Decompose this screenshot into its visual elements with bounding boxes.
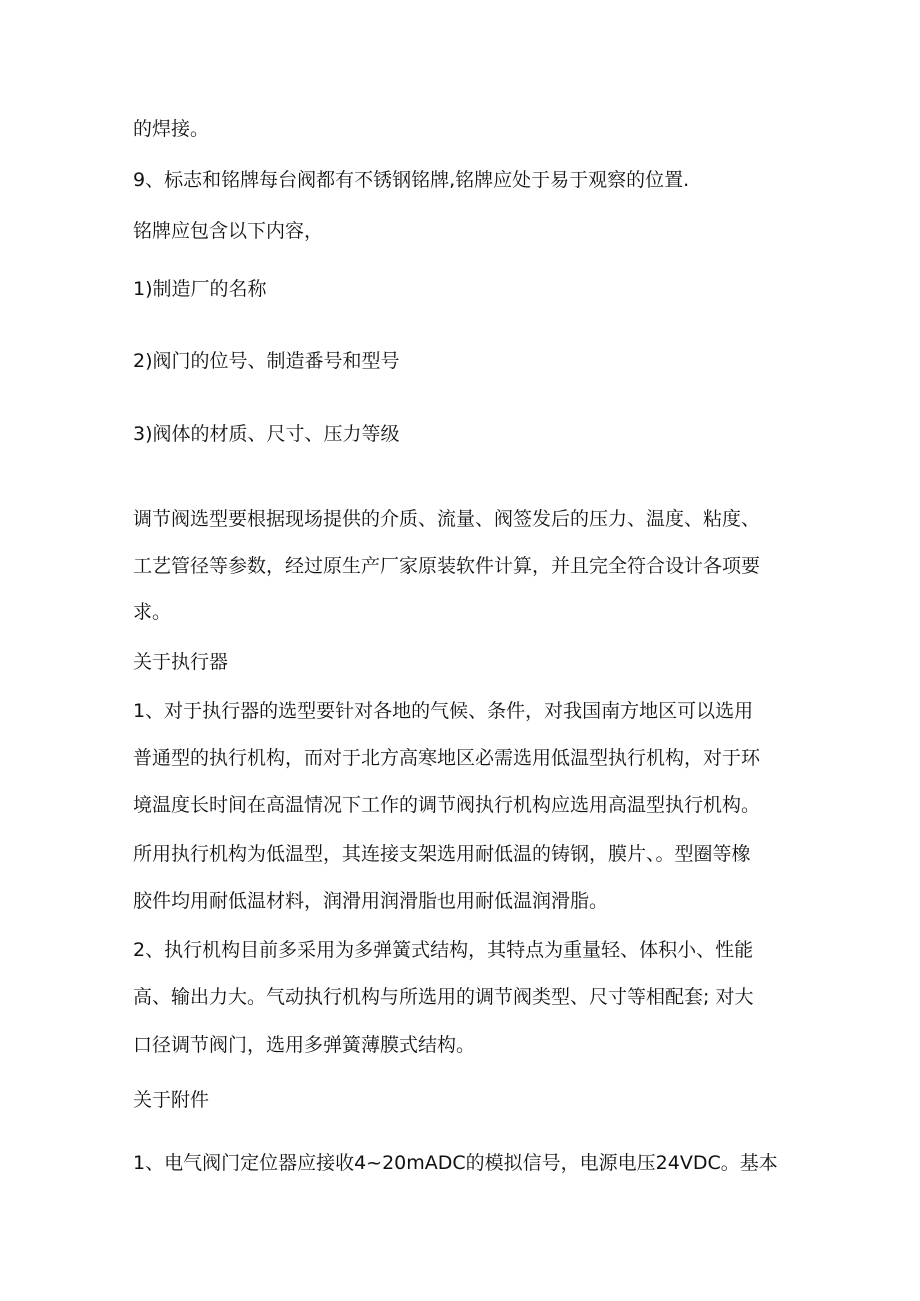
actuator-item2-line: 高、输出力大。气动执行机构与所选用的调节阀类型、尺寸等相配套; 对大 xyxy=(133,986,754,1008)
selection-line: 工艺管径等参数，经过原生产厂家原装软件计算，并且完全符合设计各项要 xyxy=(133,555,761,577)
actuator-item1-line: 普通型的执行机构，而对于北方高寒地区必需选用低温型执行机构，对于环 xyxy=(133,747,761,769)
selection-line: 求。 xyxy=(133,601,172,623)
nameplate-intro: 9、标志和铭牌每台阀都有不锈钢铭牌,铭牌应处于易于观察的位置. xyxy=(133,169,690,191)
nameplate-item-tag-number: 2)阀门的位号、制造番号和型号 xyxy=(133,350,400,372)
nameplate-item-manufacturer: 1)制造厂的名称 xyxy=(133,278,267,300)
accessories-item1-line: 1、电气阀门定位器应接收4~20mADC的模拟信号，电源电压24VDC。基本 xyxy=(133,1152,778,1174)
actuator-item2-line: 2、执行机构目前多采用为多弹簧式结构，其特点为重量轻、体积小、性能 xyxy=(133,939,754,961)
actuator-item1-line: 1、对于执行器的选型要针对各地的气候、条件，对我国南方地区可以选用 xyxy=(133,700,754,722)
actuator-item1-line: 胶件均用耐低温材料，润滑用润滑脂也用耐低温润滑脂。 xyxy=(133,890,609,912)
selection-line: 调节阀选型要根据现场提供的介质、流量、阀签发后的压力、温度、粘度、 xyxy=(133,508,761,530)
nameplate-contents-label: 铭牌应包含以下内容， xyxy=(133,220,324,242)
actuator-item2-line: 口径调节阀门，选用多弹簧薄膜式结构。 xyxy=(133,1034,476,1056)
actuator-item1-line: 境温度长时间在高温情况下工作的调节阀执行机构应选用高温型执行机构。 xyxy=(133,794,761,816)
nameplate-item-material: 3)阀体的材质、尺寸、压力等级 xyxy=(133,423,400,445)
actuator-heading: 关于执行器 xyxy=(133,651,229,673)
actuator-item1-line: 所用执行机构为低温型，其连接支架选用耐低温的铸钢，膜片、。型圈等橡 xyxy=(133,843,751,865)
accessories-heading: 关于附件 xyxy=(133,1089,210,1111)
continuation-line: 的焊接。 xyxy=(133,118,210,140)
